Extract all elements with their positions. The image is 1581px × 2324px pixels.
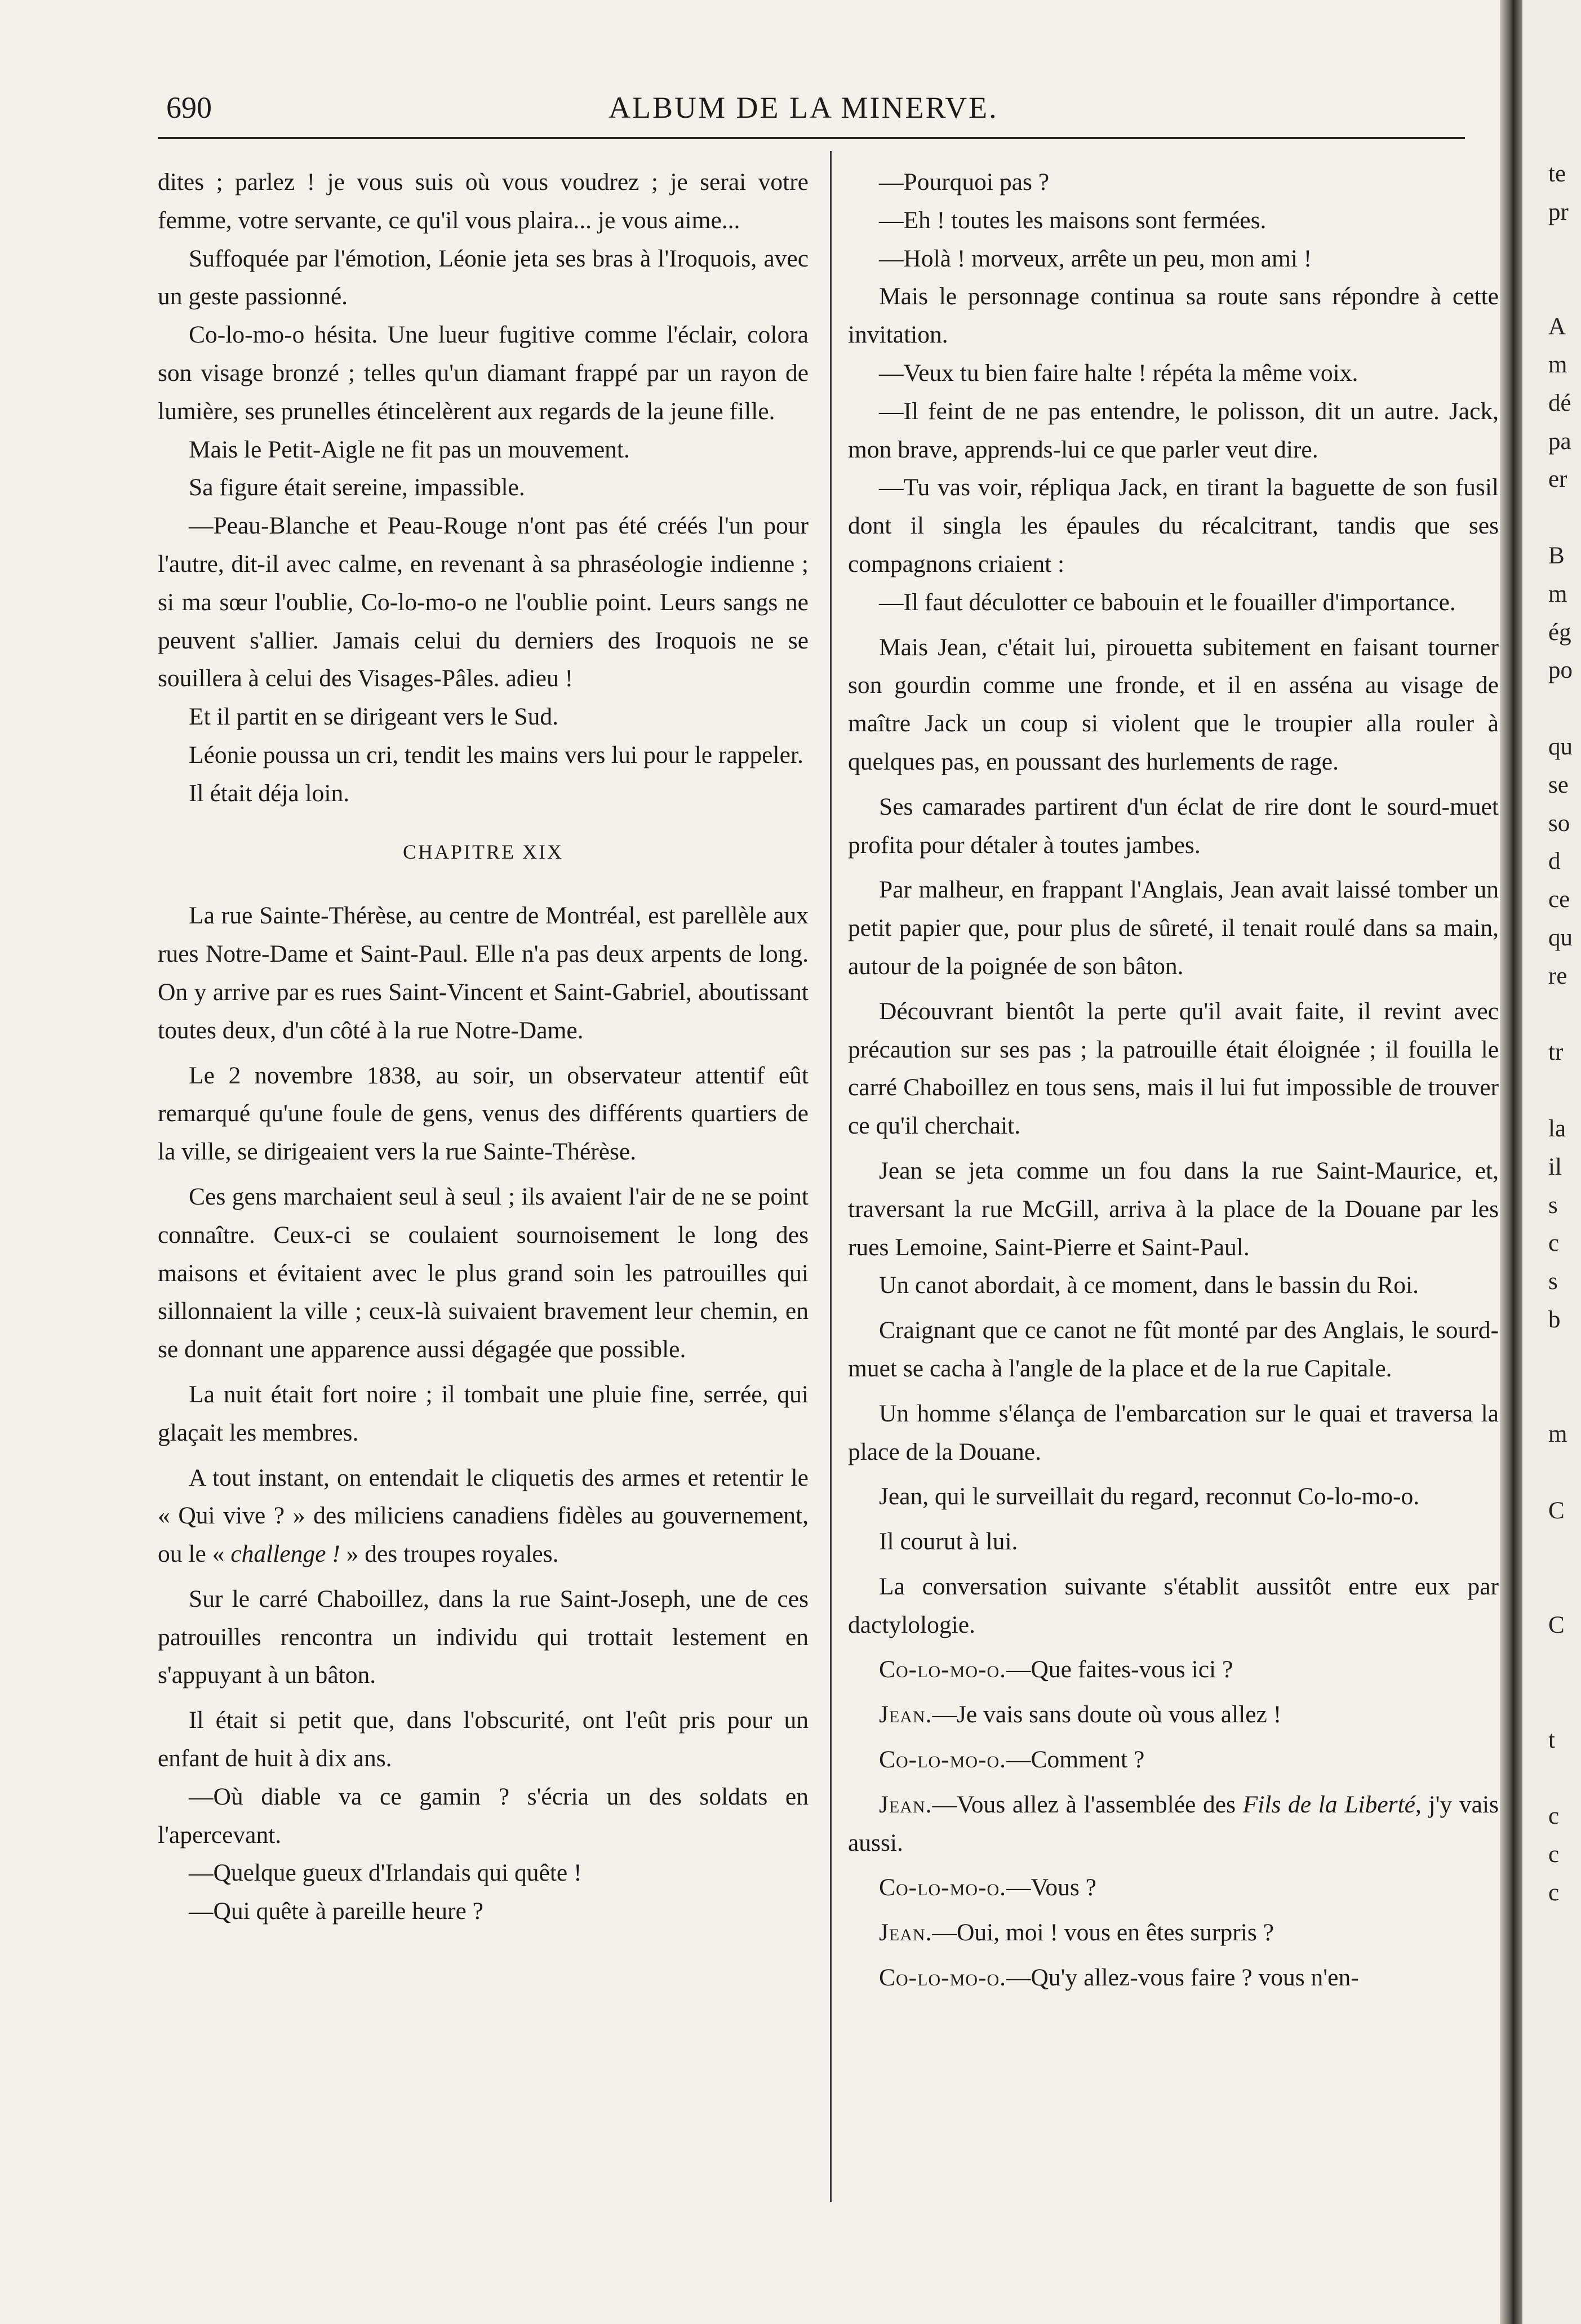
dialogue-line: [848, 1914, 1499, 1952]
right-column: [848, 163, 1499, 1997]
paragraph: Un canot abordait, à ce moment, dans le bassin du Roi.: [879, 1272, 1419, 1299]
dialogue-line: [848, 1959, 1499, 1997]
dialogue-text: —Que faites-vous ici ?: [1006, 1656, 1233, 1683]
paragraph: Ces gens marchaient seul à seul ; ils avaient l'air de ne se point connaître. Ceux-ci se coulaient sournoisement le long des maisons et évitaient avec le plus grand soin les patrouilles qui sillonnaient la ville ; ceux-là suivaient bravement leur chemin, en se donnant une apparence aussi dégagée que possible.: [158, 1183, 809, 1363]
header-rule: [158, 137, 1465, 139]
page-number: 690: [166, 91, 212, 125]
chapter-heading: CHAPITRE XIX: [403, 840, 563, 863]
paragraph: Craignant que ce canot ne fût monté par des Anglais, le sourd-muet se cacha à l'angle de la place et de la rue Capitale.: [848, 1317, 1499, 1382]
text-run: » des troupes royales.: [340, 1540, 559, 1568]
dialogue-line: [848, 1786, 1499, 1863]
dialogue-text: —Qu'y allez-vous faire ? vous n'en-: [1006, 1964, 1359, 1992]
dialogue-line: [848, 1741, 1499, 1779]
dialogue-line: [848, 1651, 1499, 1689]
paragraph: —Il feint de ne pas entendre, le polisson, dit un autre. Jack, mon brave, apprends-lui ce que parler veut dire.: [848, 397, 1499, 463]
paragraph: Sa figure était sereine, impassible.: [189, 474, 525, 501]
speaker-name: Co-lo-mo-o.: [879, 1656, 1007, 1683]
dialogue-text: —Oui, moi ! vous en êtes surpris ?: [932, 1919, 1274, 1947]
dialogue-line: [848, 1869, 1499, 1907]
column-rule: [830, 151, 832, 2202]
paragraph: —Où diable va ce gamin ? s'écria un des soldats en l'apercevant.: [158, 1783, 809, 1848]
speaker-name: Jean.: [879, 1790, 932, 1818]
running-title: ALBUM DE LA MINERVE.: [609, 91, 998, 125]
speaker-name: Jean.: [879, 1701, 932, 1728]
dialogue-text: —Vous ?: [1006, 1874, 1096, 1901]
paragraph: —Holà ! morveux, arrête un peu, mon ami !: [879, 245, 1312, 272]
paragraph: Léonie poussa un cri, tendit les mains vers lui pour le rappeler.: [189, 741, 803, 768]
paragraph: —Eh ! toutes les maisons sont fermées.: [879, 206, 1267, 234]
paragraph: Par malheur, en frappant l'Anglais, Jean avait laissé tomber un petit papier que, pour plus de sûreté, il tenait roulé dans sa main, autour de la poignée de son bâton.: [848, 876, 1499, 980]
paragraph: —Tu vas voir, répliqua Jack, en tirant la baguette de son fusil dont il singla les épaules du récalcitrant, tandis que ses compagnons criaient :: [848, 474, 1499, 577]
paragraph: —Quelque gueux d'Irlandais qui quête !: [189, 1859, 582, 1887]
facing-page-fragment: te pr A m dé pa er B m ég po qu se so d ce qu re tr la il s c s b m C C t c c c: [1548, 161, 1573, 1906]
text-run: A tout instant, on entendait le cliquetis des armes et retentir le « Qui vive ? » des miliciens canadiens fidèles au gouvernement, ou le «: [158, 1464, 809, 1568]
paragraph: Un homme s'élança de l'embarcation sur le quai et traversa la place de la Douane.: [848, 1399, 1499, 1465]
paragraph: [158, 1459, 809, 1574]
paragraph: Le 2 novembre 1838, au soir, un observateur attentif eût remarqué qu'une foule de gens, venus des différents quartiers de la ville, se dirigeaient vers la rue Sainte-Thérèse.: [158, 1061, 809, 1166]
paragraph: Jean, qui le surveillait du regard, reconnut Co-lo-mo-o.: [879, 1483, 1420, 1510]
paragraph: Suffoquée par l'émotion, Léonie jeta ses bras à l'Iroquois, avec un geste passionné.: [158, 245, 809, 310]
paragraph: La conversation suivante s'établit aussitôt entre eux par dactylologie.: [848, 1572, 1499, 1638]
italic-phrase: Fils de la Liberté: [1242, 1790, 1415, 1818]
dialogue-text: —Vous allez à l'assemblée des: [932, 1790, 1243, 1818]
paragraph: —Qui quête à pareille heure ?: [189, 1898, 483, 1925]
speaker-name: Co-lo-mo-o.: [879, 1746, 1007, 1774]
page-binding: [1500, 0, 1522, 2324]
dialogue-text: —Comment ?: [1006, 1746, 1145, 1774]
paragraph: La rue Sainte-Thérèse, au centre de Montréal, est parellèle aux rues Notre-Dame et Saint-Paul. Elle n'a pas deux arpents de long. On y arrive par es rues Saint-Vincent et Saint-Gabriel, aboutissant toutes deux, d'un côté à la rue Notre-Dame.: [158, 902, 809, 1044]
paragraph: Il était déja loin.: [189, 779, 350, 807]
italic-word: challenge !: [230, 1540, 340, 1568]
paragraph: Mais Jean, c'était lui, pirouetta subitement en faisant tourner son gourdin comme une fronde, et il en asséna au visage de maître Jack un coup si violent que le troupier alla rouler à quelques pas, en poussant des hurlements de rage.: [848, 633, 1499, 775]
paragraph: Il était si petit que, dans l'obscurité, ont l'eût pris pour un enfant de huit à dix ans.: [158, 1707, 809, 1772]
paragraph: Et il partit en se dirigeant vers le Sud.: [189, 703, 558, 731]
left-column: [158, 163, 809, 1931]
dialogue-text: , j'y vais aussi.: [848, 1790, 1499, 1856]
paragraph: —Veux tu bien faire halte ! répéta la même voix.: [879, 359, 1358, 386]
speaker-name: Jean.: [879, 1919, 932, 1947]
paragraph: La nuit était fort noire ; il tombait une pluie fine, serrée, qui glaçait les membres.: [158, 1380, 809, 1446]
paragraph: Ses camarades partirent d'un éclat de rire dont le sourd-muet profita pour détaler à toutes jambes.: [848, 793, 1499, 859]
dialogue-text: —Je vais sans doute où vous allez !: [932, 1701, 1282, 1728]
speaker-name: Co-lo-mo-o.: [879, 1874, 1007, 1901]
paragraph: —Pourquoi pas ?: [879, 168, 1050, 195]
paragraph: Sur le carré Chaboillez, dans la rue Saint-Joseph, une de ces patrouilles rencontra un individu qui trottait lestement en s'appuyant à un bâton.: [158, 1585, 809, 1689]
paragraph: Mais le personnage continua sa route sans répondre à cette invitation.: [848, 283, 1499, 349]
paragraph: Découvrant bientôt la perte qu'il avait faite, il revint avec précaution sur ses pas ; la patrouille était éloignée ; il fouilla le carré Chaboillez en tous sens, mais il lui fut impossible de trouver ce qu'il cherchait.: [848, 997, 1499, 1140]
paragraph: dites ; parlez ! je vous suis où vous voudrez ; je serai votre femme, votre servante, ce qu'il vous plaira... je vous aime...: [158, 168, 809, 234]
paragraph: Mais le Petit-Aigle ne fit pas un mouvement.: [189, 436, 630, 463]
speaker-name: Co-lo-mo-o.: [879, 1964, 1007, 1992]
paragraph: Co-lo-mo-o hésita. Une lueur fugitive comme l'éclair, colora son visage bronzé ; telles qu'un diamant frappé par un rayon de lumière, ses prunelles étincelèrent aux regards de la jeune fille.: [158, 321, 809, 425]
paragraph: Il courut à lui.: [879, 1528, 1018, 1556]
paragraph: —Peau-Blanche et Peau-Rouge n'ont pas été créés l'un pour l'autre, dit-il avec calme, en revenant à sa phraséologie indienne ; si ma sœur l'oublie, Co-lo-mo-o ne l'oublie point. Leurs sangs ne peuvent s'allier. Jamais celui du derniers des Iroquois ne se souillera à celui des Visages-Pâles. adieu !: [158, 512, 809, 692]
dialogue-line: [848, 1696, 1499, 1734]
paragraph: Jean se jeta comme un fou dans la rue Saint-Maurice, et, traversant la rue McGill, arriva à la place de la Douane par les rues Lemoine, Saint-Pierre et Saint-Paul.: [848, 1157, 1499, 1261]
paragraph: —Il faut déculotter ce babouin et le fouailler d'importance.: [879, 588, 1456, 616]
